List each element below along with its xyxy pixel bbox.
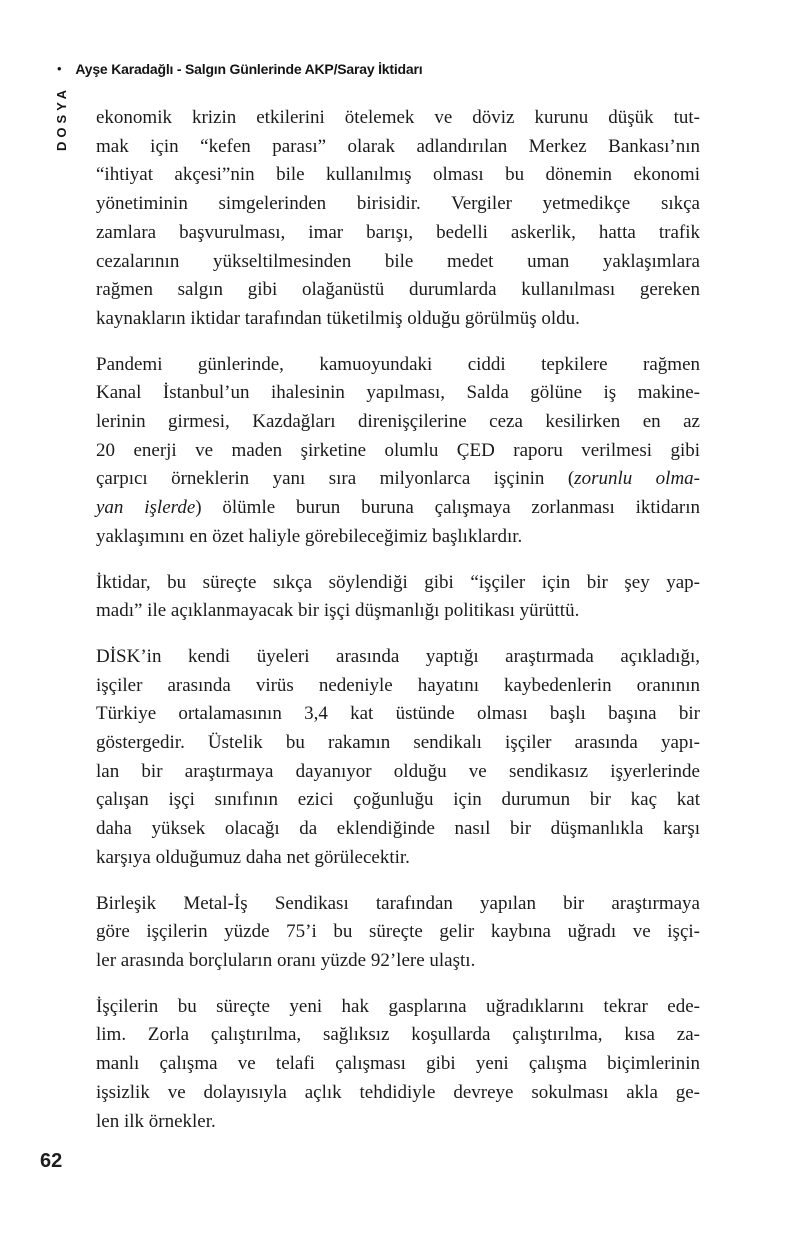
italic-text-segment: zorunlu olma-: [574, 468, 700, 490]
page-number: 62: [40, 1150, 63, 1172]
header-chapter-title: Salgın Günlerinde AKP/Saray İktidarı: [185, 61, 423, 77]
text-segment: DİSK’in kendi üyeleri arasında yaptığı araştırmada açıkladığı,: [96, 645, 700, 667]
text-segment: İşçilerin bu süreçte yeni hak gasplarına uğradıklarını tekrar ede-: [96, 995, 700, 1017]
text-segment: cezalarının yükseltilmesinden bile medet uman yaklaşımlara: [96, 250, 700, 272]
text-line: [96, 815, 700, 844]
text-line: [96, 672, 700, 701]
paragraph: [96, 104, 700, 334]
text-segment: çarpıcı örneklerin yanı sıra milyonlarca işçinin (: [96, 468, 575, 490]
text-line: [96, 523, 700, 552]
italic-text-segment: yan işlerde: [96, 497, 196, 519]
text-segment: işsizlik ve dolayısıyla açlık tehdidiyle devreye sokulması akla ge-: [96, 1081, 700, 1103]
text-segment: Birleşik Metal-İş Sendikası tarafından yapılan bir araştırmaya: [96, 892, 700, 914]
paragraph: [96, 890, 700, 976]
text-segment: göstergedir. Üstelik bu rakamın sendikalı işçiler arasında yapı-: [96, 732, 700, 754]
text-line: [96, 786, 700, 815]
text-segment: ) ölümle burun buruna çalışmaya zorlanması iktidarın: [195, 497, 700, 519]
text-segment: karşıya olduğumuz daha net görülecektir.: [96, 846, 410, 868]
text-segment: zamlara başvurulması, imar barışı, bedelli askerlik, hatta trafik: [96, 221, 700, 243]
text-segment: madı” ile açıklanmayacak bir işçi düşmanlığı politikası yürüttü.: [96, 600, 580, 622]
text-line: [96, 465, 700, 494]
text-segment: lerinin girmesi, Kazdağları direnişçilerine ceza kesilirken en az: [96, 411, 700, 433]
text-segment: kaynakların iktidar tarafından tüketilmiş olduğu görülmüş oldu.: [96, 307, 580, 329]
text-line: [96, 494, 700, 523]
text-line: [96, 643, 700, 672]
text-segment: göre işçilerin yüzde 75’i bu süreçte gelir kaybına uğradı ve işçi-: [96, 921, 700, 943]
text-line: [96, 161, 700, 190]
text-segment: Kanal İstanbul’un ihalesinin yapılması, Salda gölüne iş makine-: [96, 382, 700, 404]
text-segment: işçiler arasında virüs nedeniyle hayatını kaybedenlerin oranının: [96, 674, 700, 696]
text-line: [96, 1021, 700, 1050]
text-segment: İktidar, bu süreçte sıkça söylendiği gibi “işçiler için bir şey yap-: [96, 571, 700, 593]
text-line: [96, 947, 700, 976]
running-header: [57, 60, 422, 78]
text-line: [96, 569, 700, 598]
text-segment: çalışan işçi sınıfının ezici çoğunluğu için durumun bir kaç kat: [96, 789, 700, 811]
text-segment: ekonomik krizin etkilerini ötelemek ve döviz kurunu düşük tut-: [96, 107, 700, 128]
text-segment: Pandemi günlerinde, kamuoyundaki ciddi tepkilere rağmen: [96, 353, 700, 375]
text-line: [96, 700, 700, 729]
text-line: [96, 133, 700, 162]
header-author: Ayşe Karadağlı -: [75, 61, 186, 77]
text-line: [96, 844, 700, 873]
text-segment: rağmen salgın gibi olağanüstü durumlarda kullanılması gereken: [96, 279, 700, 301]
text-line: [96, 379, 700, 408]
text-segment: lan bir araştırmaya dayanıyor olduğu ve sendikasız işyerlerinde: [96, 760, 700, 782]
text-line: [96, 597, 700, 626]
text-line: [96, 219, 700, 248]
text-segment: ler arasında borçluların oranı yüzde 92’lere ulaştı.: [96, 949, 476, 971]
text-line: [96, 276, 700, 305]
text-segment: Türkiye ortalamasının 3,4 kat üstünde olması başlı başına bir: [96, 703, 700, 725]
text-segment: manlı çalışma ve telafi çalışması gibi yeni çalışma biçimlerinin: [96, 1053, 700, 1075]
text-segment: “ihtiyat akçesi”nin bile kullanılmış olması bu dönemin ekonomi: [96, 164, 700, 186]
text-line: [96, 1079, 700, 1108]
body-text: [96, 104, 700, 1153]
text-line: [96, 408, 700, 437]
text-segment: yönetiminin simgelerinden birisidir. Vergiler yetmedikçe sıkça: [96, 193, 700, 215]
paragraph: [96, 351, 700, 552]
text-segment: daha yüksek olacağı da eklendiğinde nasıl bir düşmanlıkla karşı: [96, 818, 700, 840]
text-segment: lim. Zorla çalıştırılma, sağlıksız koşullarda çalıştırılma, kısa za-: [96, 1024, 700, 1046]
bullet-icon: •: [57, 61, 62, 76]
text-line: [96, 729, 700, 758]
text-line: [96, 248, 700, 277]
text-line: [96, 1108, 700, 1137]
text-line: [96, 758, 700, 787]
text-line: [96, 305, 700, 334]
paragraph: [96, 993, 700, 1137]
text-line: [96, 190, 700, 219]
text-line: [96, 993, 700, 1022]
section-label-dosya: DOSYA: [54, 86, 69, 152]
paragraph: [96, 643, 700, 873]
text-line: [96, 104, 700, 133]
paragraph: [96, 569, 700, 626]
text-line: [96, 918, 700, 947]
text-segment: mak için “kefen parası” olarak adlandırılan Merkez Bankası’nın: [96, 135, 700, 157]
text-segment: yaklaşımını en özet haliyle görebileceğimiz başlıklardır.: [96, 525, 523, 547]
text-segment: 20 enerji ve maden şirketine olumlu ÇED raporu verilmesi gibi: [96, 439, 700, 461]
text-line: [96, 437, 700, 466]
text-line: [96, 1050, 700, 1079]
text-line: [96, 890, 700, 919]
text-segment: len ilk örnekler.: [96, 1110, 216, 1132]
text-line: [96, 351, 700, 380]
